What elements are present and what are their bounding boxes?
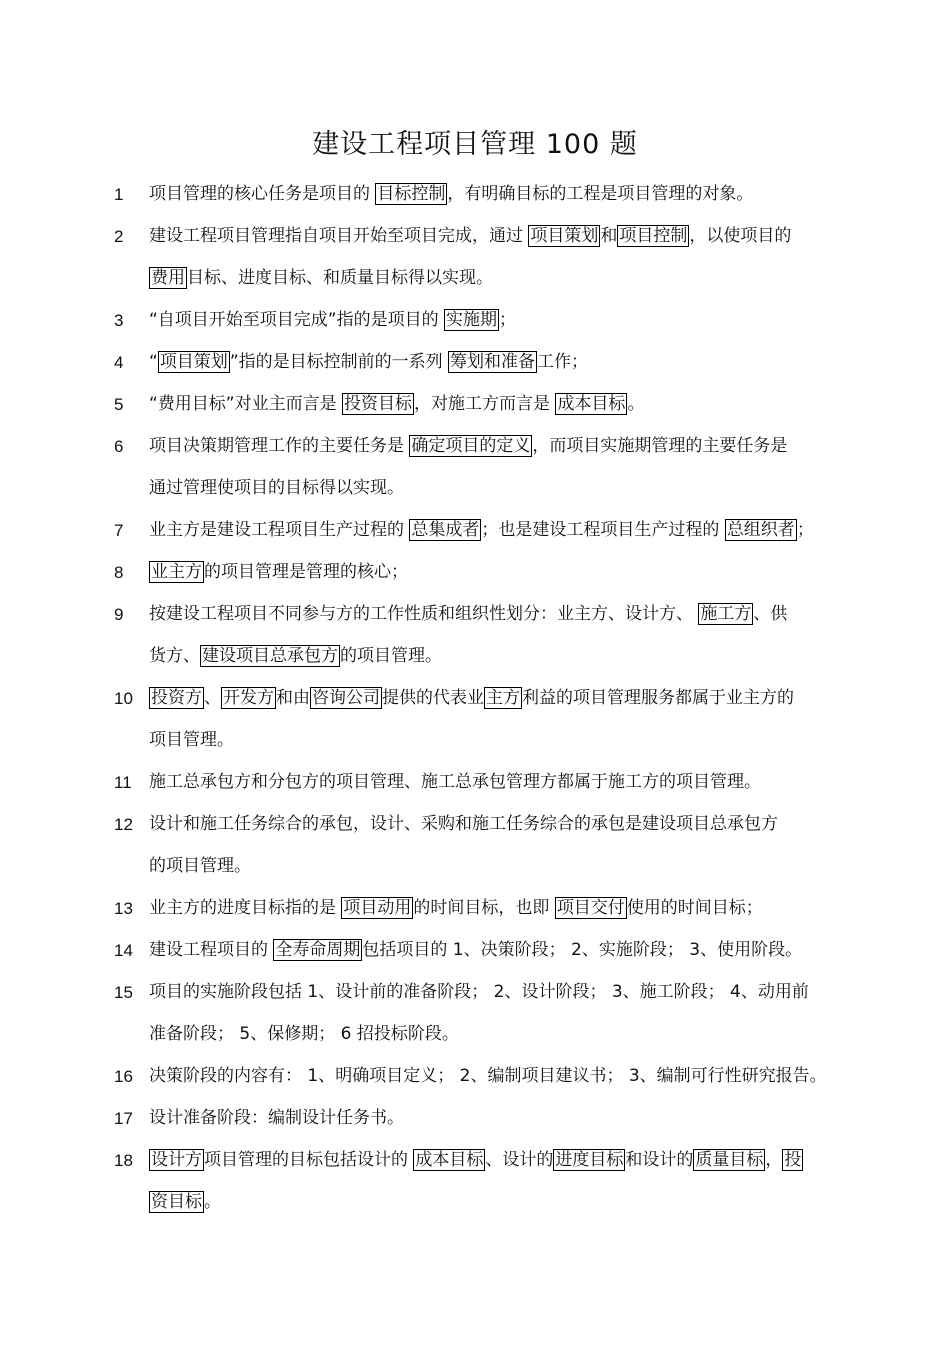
list-item bbox=[0, 1062, 950, 1091]
text-line bbox=[149, 1020, 869, 1049]
item-number: 9 bbox=[114, 605, 124, 624]
text-segment: 。 bbox=[627, 394, 645, 414]
item-text bbox=[149, 432, 869, 503]
text-line bbox=[149, 180, 869, 209]
text-segment: ；也是建设工程项目生产过程的 bbox=[481, 520, 725, 540]
answer-box: 筹划和准备 bbox=[450, 352, 536, 372]
answer-box: 成本目标 bbox=[557, 394, 626, 414]
text-line bbox=[149, 684, 869, 713]
text-line bbox=[149, 1188, 869, 1217]
answer-box: 总集成者 bbox=[411, 520, 480, 540]
text-segment: 和 bbox=[600, 226, 618, 246]
answer-box: 业主方 bbox=[151, 562, 202, 582]
text-segment: 和设计的 bbox=[625, 1150, 694, 1170]
list-item bbox=[0, 222, 950, 293]
text-segment: 项目管理的目标包括设计的 bbox=[204, 1150, 414, 1170]
text-segment: 、设计的 bbox=[485, 1150, 554, 1170]
text-segment: 目标、进度目标、和质量目标得以实现。 bbox=[187, 268, 493, 288]
list-item bbox=[0, 432, 950, 503]
answer-box: 咨询公司 bbox=[312, 688, 380, 708]
item-number: 13 bbox=[114, 899, 133, 918]
list-item bbox=[0, 306, 950, 335]
text-line bbox=[149, 264, 869, 293]
text-segment: 包括项目的 1、决策阶段； 2、实施阶段； 3、使用阶段。 bbox=[362, 940, 803, 960]
text-segment: 的项目管理是管理的核心； bbox=[204, 562, 408, 582]
answer-box: 费用 bbox=[151, 268, 185, 288]
text-segment: 设计和施工任务综合的承包，设计、采购和施工任务综合的承包是建设项目总承包方 bbox=[149, 814, 778, 834]
text-segment: 货方、 bbox=[149, 646, 200, 666]
text-segment: 建设工程项目的 bbox=[149, 940, 274, 960]
text-segment: 项目的实施阶段包括 1、设计前的准备阶段； 2、设计阶段； 3、施工阶段； 4、动用前 bbox=[149, 982, 809, 1002]
text-segment: “费用目标”对业主而言是 bbox=[149, 394, 343, 414]
list-item bbox=[0, 894, 950, 923]
text-line bbox=[149, 558, 869, 587]
text-line bbox=[149, 768, 869, 797]
answer-box: 项目策划 bbox=[530, 226, 599, 246]
list-item bbox=[0, 1146, 950, 1217]
text-segment: 项目决策期管理工作的主要任务是 bbox=[149, 436, 410, 456]
text-segment: 业主方的进度目标指的是 bbox=[149, 898, 342, 918]
item-number: 10 bbox=[114, 689, 133, 708]
answer-box: 项目交付 bbox=[556, 898, 625, 918]
answer-box: 成本目标 bbox=[415, 1150, 484, 1170]
item-text bbox=[149, 684, 869, 755]
text-line bbox=[149, 810, 869, 839]
text-segment: ， bbox=[765, 1150, 783, 1170]
answer-box: 目标控制 bbox=[377, 184, 446, 204]
text-line bbox=[149, 936, 869, 965]
answer-box: 设计方 bbox=[151, 1150, 202, 1170]
item-number: 17 bbox=[114, 1109, 133, 1128]
text-line bbox=[149, 516, 869, 545]
list-item bbox=[0, 600, 950, 671]
item-text bbox=[149, 768, 869, 797]
answer-box: 进度目标 bbox=[555, 1150, 624, 1170]
answer-box: 总组织者 bbox=[726, 520, 795, 540]
item-number: 3 bbox=[114, 311, 124, 330]
text-segment: “自项目开始至项目完成”指的是项目的 bbox=[149, 310, 445, 330]
item-number: 18 bbox=[114, 1151, 133, 1170]
text-line bbox=[149, 978, 869, 1007]
text-segment: 准备阶段； 5、保修期； 6 招投标阶段。 bbox=[149, 1024, 459, 1044]
text-line bbox=[149, 894, 869, 923]
text-segment: ，以使项目的 bbox=[689, 226, 792, 246]
text-line bbox=[149, 432, 869, 461]
answer-box: 资目标 bbox=[151, 1192, 202, 1212]
answer-box: 建设项目总承包方 bbox=[202, 646, 338, 666]
item-number: 2 bbox=[114, 227, 124, 246]
item-text bbox=[149, 600, 869, 671]
text-segment: 项目管理的核心任务是项目的 bbox=[149, 184, 376, 204]
text-line bbox=[149, 390, 869, 419]
text-segment: 、 bbox=[204, 688, 221, 708]
item-text bbox=[149, 390, 869, 419]
item-text bbox=[149, 348, 869, 377]
item-text bbox=[149, 180, 869, 209]
item-number: 8 bbox=[114, 563, 124, 582]
item-number: 6 bbox=[114, 437, 124, 456]
text-line bbox=[149, 222, 869, 251]
answer-box: 开发方 bbox=[223, 688, 274, 708]
answer-box: 投资目标 bbox=[344, 394, 413, 414]
answer-box: 投资方 bbox=[151, 688, 202, 708]
item-number: 12 bbox=[114, 815, 133, 834]
list-item bbox=[0, 768, 950, 797]
text-segment: 按建设工程项目不同参与方的工作性质和组织性划分：业主方、设计方、 bbox=[149, 604, 699, 624]
item-text bbox=[149, 222, 869, 293]
list-item bbox=[0, 936, 950, 965]
text-segment: 建设工程项目管理指自项目开始至项目完成，通过 bbox=[149, 226, 529, 246]
list-item bbox=[0, 558, 950, 587]
text-line bbox=[149, 1146, 869, 1175]
text-line bbox=[149, 474, 869, 503]
list-item bbox=[0, 810, 950, 881]
answer-box: 投 bbox=[784, 1150, 802, 1170]
item-text bbox=[149, 894, 869, 923]
text-segment: 利益的项目管理服务都属于业主方的 bbox=[522, 688, 794, 708]
question-list bbox=[0, 180, 950, 1230]
answer-box: 质量目标 bbox=[695, 1150, 764, 1170]
text-segment: 工作； bbox=[537, 352, 589, 372]
list-item bbox=[0, 348, 950, 377]
text-segment: 业主方是建设工程项目生产过程的 bbox=[149, 520, 410, 540]
text-segment: 通过管理使项目的目标得以实现。 bbox=[149, 478, 404, 498]
list-item bbox=[0, 180, 950, 209]
answer-box: 实施期 bbox=[446, 310, 498, 330]
item-number: 14 bbox=[114, 941, 133, 960]
text-segment: ，而项目实施期管理的主要任务是 bbox=[532, 436, 788, 456]
text-segment: ； bbox=[796, 520, 814, 540]
item-text bbox=[149, 936, 869, 965]
text-segment: ，有明确目标的工程是项目管理的对象。 bbox=[447, 184, 754, 204]
item-text bbox=[149, 1146, 869, 1217]
text-segment: 。 bbox=[204, 1192, 221, 1212]
item-number: 15 bbox=[114, 983, 133, 1002]
text-line bbox=[149, 642, 869, 671]
text-line bbox=[149, 726, 869, 755]
answer-box: 确定项目的定义 bbox=[411, 436, 531, 456]
text-segment: 提供的代表业 bbox=[382, 688, 484, 708]
text-segment: 的时间目标，也即 bbox=[413, 898, 555, 918]
item-text bbox=[149, 978, 869, 1049]
answer-box: 施工方 bbox=[700, 604, 752, 624]
list-item bbox=[0, 390, 950, 419]
text-segment: “ bbox=[149, 352, 158, 372]
text-line bbox=[149, 600, 869, 629]
item-text bbox=[149, 810, 869, 881]
list-item bbox=[0, 516, 950, 545]
item-text bbox=[149, 516, 869, 545]
answer-box: 项目控制 bbox=[619, 226, 688, 246]
text-segment: 施工总承包方和分包方的项目管理、施工总承包管理方都属于施工方的项目管理。 bbox=[149, 772, 761, 792]
text-line bbox=[149, 1062, 869, 1091]
text-segment: ”指的是目标控制前的一系列 bbox=[229, 352, 449, 372]
item-text bbox=[149, 306, 869, 335]
text-segment: 的项目管理。 bbox=[340, 646, 442, 666]
list-item bbox=[0, 978, 950, 1049]
text-segment: 、供 bbox=[753, 604, 788, 624]
item-text bbox=[149, 558, 869, 587]
answer-box: 主方 bbox=[486, 688, 520, 708]
text-segment: 设计准备阶段：编制设计任务书。 bbox=[149, 1108, 404, 1128]
text-line bbox=[149, 1104, 869, 1133]
answer-box: 全寿命周期 bbox=[275, 940, 361, 960]
list-item bbox=[0, 1104, 950, 1133]
item-number: 4 bbox=[114, 353, 124, 372]
text-segment: 决策阶段的内容有： 1、明确项目定义； 2、编制项目建议书； 3、编制可行性研究报告。 bbox=[149, 1066, 827, 1086]
item-text bbox=[149, 1104, 869, 1133]
answer-box: 项目动用 bbox=[343, 898, 412, 918]
text-segment: 使用的时间目标； bbox=[626, 898, 763, 918]
item-number: 5 bbox=[114, 395, 124, 414]
text-segment: ，对施工方而言是 bbox=[414, 394, 556, 414]
list-item bbox=[0, 684, 950, 755]
answer-box: 项目策划 bbox=[159, 352, 228, 372]
text-segment: 的项目管理。 bbox=[149, 856, 251, 876]
text-segment: 和由 bbox=[276, 688, 310, 708]
item-number: 7 bbox=[114, 521, 124, 540]
item-number: 1 bbox=[114, 185, 124, 204]
text-segment: 项目管理。 bbox=[149, 730, 234, 750]
text-line bbox=[149, 852, 869, 881]
item-number: 11 bbox=[114, 773, 132, 792]
text-line bbox=[149, 306, 869, 335]
item-text bbox=[149, 1062, 869, 1091]
text-line bbox=[149, 348, 869, 377]
text-segment: ； bbox=[499, 310, 517, 330]
page-title: 建设工程项目管理 100 题 bbox=[312, 129, 638, 160]
item-number: 16 bbox=[114, 1067, 133, 1086]
